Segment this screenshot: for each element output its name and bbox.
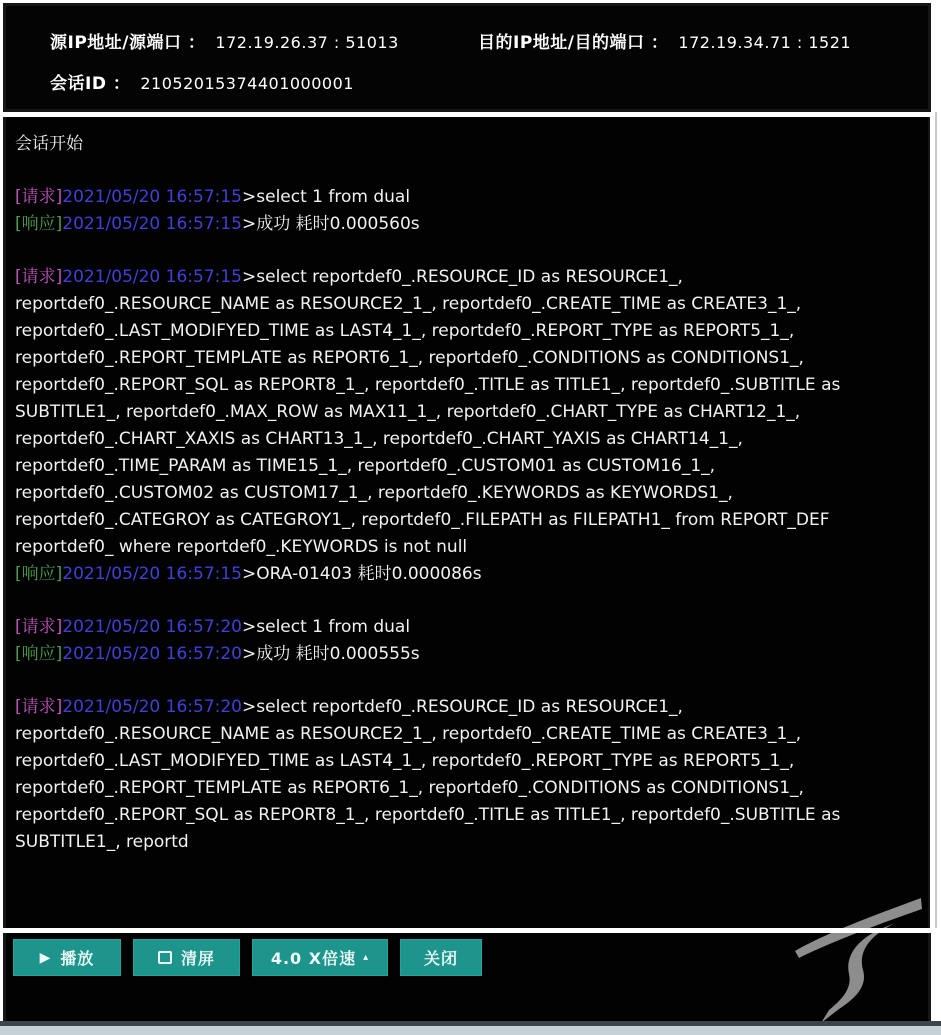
log-message: 会话开始: [15, 134, 83, 154]
log-message: >成功 耗时0.000560s: [242, 214, 420, 234]
close-button-label: 关闭: [423, 949, 458, 968]
session-id: [50, 69, 354, 94]
request-tag: [请求]: [15, 697, 63, 717]
log-message: >select reportdef0_.RESOURCE_ID as RESOURCE1_, reportdef0_.RESOURCE_NAME as RESOURCE2_1_, reportdef0_.CREATE_TIME as CREATE3_1_, reportdef0_.LAST_MODIFYED_TIME as LAST4_1_, reportdef0_.REPORT_TYPE as REPORT5_1_, reportdef0_.REPORT_TEMPLATE as REPORT6_1_, reportdef0_.CONDITIONS as CONDITIONS1_, reportdef0_.REPORT_SQL as REPORT8_1_, reportdef0_.TITLE as TITLE1_, reportdef0_.SUBTITLE as SUBTITLE1_, reportdef0_.MAX_ROW as MAX11_1_, reportdef0_.CHART_TYPE as CHART12_1_, reportdef0_.CHART_XAXIS as CHART13_1_, reportdef0_.CHART_YAXIS as CHART14_1_, reportdef0_.TIME_PARAM as TIME15_1_, reportdef0_.CUSTOM01 as CUSTOM16_1_, reportdef0_.CUSTOM02 as CUSTOM17_1_, reportdef0_.KEYWORDS as KEYWORDS1_, reportdef0_.CATEGROY as CATEGROY1_, reportdef0_.FILEPATH as FILEPATH1_ from REPORT_DEF reportdef0_ where reportdef0_.KEYWORDS is not null: [15, 267, 841, 557]
scrollbar[interactable]: [935, 112, 937, 930]
session-id-value: 21052015374401000001: [140, 74, 354, 93]
bottom-margin-strip: [0, 1026, 941, 1035]
session-id-label: 会话ID ：: [50, 74, 131, 94]
session-info-header: [3, 3, 931, 112]
header-row-1: [50, 28, 928, 53]
log-timestamp: 2021/05/20 16:57:20: [62, 617, 243, 637]
close-button[interactable]: [400, 939, 482, 976]
play-icon: ▶: [39, 949, 52, 966]
log-timestamp: 2021/05/20 16:57:20: [62, 644, 243, 664]
source-ip-port: [50, 28, 478, 53]
response-tag: [响应]: [15, 564, 63, 584]
header-row-2: [50, 69, 928, 94]
log-message: >ORA-01403 耗时0.000086s: [242, 564, 482, 584]
log-message: >select 1 from dual: [242, 617, 411, 637]
response-tag: [响应]: [15, 644, 63, 664]
section-divider: [0, 928, 941, 933]
log-timestamp: 2021/05/20 16:57:15: [62, 214, 243, 234]
playback-speed-label: 4.0 X倍速: [270, 949, 357, 968]
response-tag: [响应]: [15, 214, 63, 234]
log-message: >select 1 from dual: [242, 187, 411, 207]
chevron-up-icon: ▴: [363, 952, 370, 963]
log-timestamp: 2021/05/20 16:57:15: [62, 267, 243, 287]
session-replay-terminal: [3, 117, 931, 928]
playback-toolbar: [3, 933, 931, 1022]
log-entry: [15, 264, 918, 561]
request-tag: [请求]: [15, 267, 63, 287]
log-entry: [15, 561, 918, 588]
playback-speed-dropdown[interactable]: [252, 939, 388, 976]
log-entry: [15, 131, 918, 158]
dest-ip-value: 172.19.34.71 : 1521: [678, 33, 852, 52]
log-entry: [15, 641, 918, 668]
source-ip-value: 172.19.26.37 : 51013: [215, 33, 399, 52]
log-message: >select reportdef0_.RESOURCE_ID as RESOURCE1_, reportdef0_.RESOURCE_NAME as RESOURCE2_1_, reportdef0_.CREATE_TIME as CREATE3_1_, reportdef0_.LAST_MODIFYED_TIME as LAST4_1_, reportdef0_.REPORT_TYPE as REPORT5_1_, reportdef0_.REPORT_TEMPLATE as REPORT6_1_, reportdef0_.CONDITIONS as CONDITIONS1_, reportdef0_.REPORT_SQL as REPORT8_1_, reportdef0_.TITLE as TITLE1_, reportdef0_.SUBTITLE as SUBTITLE1_, reportd: [15, 697, 841, 852]
dest-ip-label: 目的IP地址/目的端口 ：: [478, 33, 669, 53]
clear-screen-icon: [158, 951, 172, 964]
terminal-log: [15, 131, 918, 856]
source-ip-label: 源IP地址/源端口 ：: [50, 33, 206, 53]
log-entry: [15, 614, 918, 641]
request-tag: [请求]: [15, 617, 63, 637]
clear-screen-button[interactable]: [133, 939, 240, 976]
log-message: >成功 耗时0.000555s: [242, 644, 420, 664]
log-entry: [15, 211, 918, 238]
log-entry: [15, 184, 918, 211]
log-timestamp: 2021/05/20 16:57:20: [62, 697, 243, 717]
scroll-gutter: [930, 112, 941, 930]
request-tag: [请求]: [15, 187, 63, 207]
log-entry: [15, 694, 918, 856]
clear-screen-button-label: 清屏: [180, 949, 215, 968]
play-button[interactable]: [13, 939, 121, 976]
log-timestamp: 2021/05/20 16:57:15: [62, 187, 243, 207]
dest-ip-port: [478, 28, 851, 53]
log-timestamp: 2021/05/20 16:57:15: [62, 564, 243, 584]
play-button-label: 播放: [60, 949, 95, 968]
